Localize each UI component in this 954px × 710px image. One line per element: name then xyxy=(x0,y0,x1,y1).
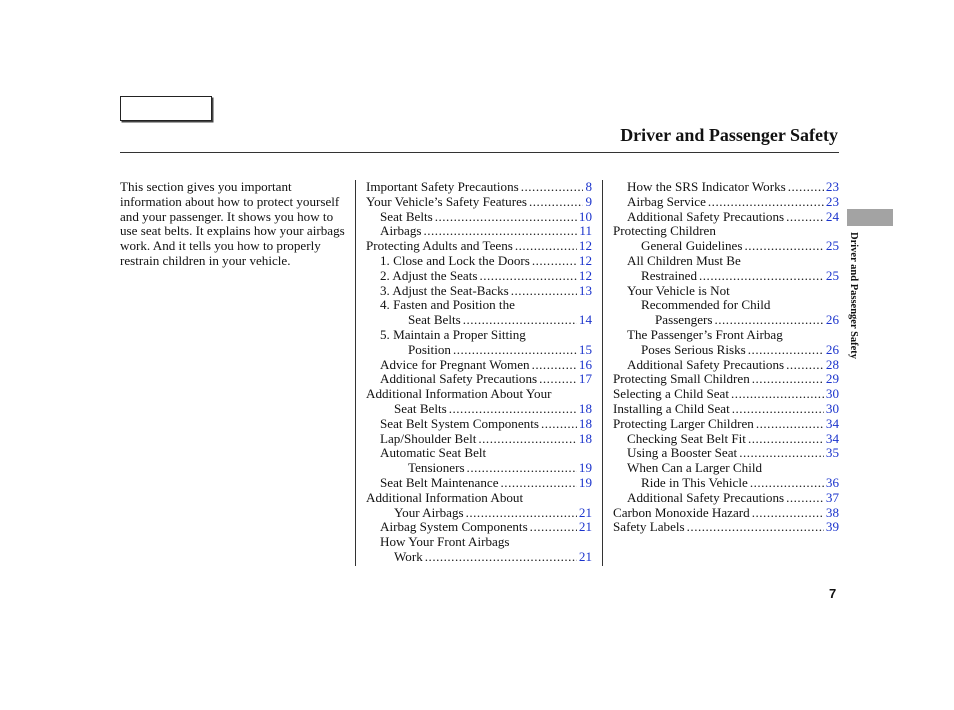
dot-leader xyxy=(453,343,577,358)
dot-leader xyxy=(732,402,824,417)
toc-entry-title: Protecting Larger Children xyxy=(613,415,754,431)
dot-leader xyxy=(541,417,577,432)
dot-leader xyxy=(539,372,577,387)
toc-entry xyxy=(366,328,592,343)
dot-leader xyxy=(739,446,824,461)
dot-leader xyxy=(529,195,583,210)
toc-entry xyxy=(366,446,592,461)
toc-page-link[interactable]: 16 xyxy=(578,356,592,372)
toc-entry[interactable] xyxy=(366,432,592,447)
dot-leader xyxy=(501,476,577,491)
toc-entry-title: Seat Belt Maintenance xyxy=(380,474,499,490)
toc-entry[interactable] xyxy=(613,491,839,506)
toc-entry[interactable] xyxy=(613,520,839,535)
toc-entry-title: Important Safety Precautions xyxy=(366,179,519,194)
toc-entry-title: 3. Adjust the Seat-Backs xyxy=(380,282,509,298)
toc-page-link[interactable]: 15 xyxy=(578,341,592,357)
toc-entry[interactable] xyxy=(613,372,839,387)
toc-entry[interactable] xyxy=(366,180,592,195)
toc-page-link[interactable]: 18 xyxy=(578,415,592,431)
toc-entry-title: Additional Information About xyxy=(366,489,524,505)
toc-entry-title: 5. Maintain a Proper Sitting xyxy=(380,326,526,342)
dot-leader xyxy=(756,417,824,432)
toc-entry[interactable] xyxy=(366,224,592,239)
dot-leader xyxy=(750,476,824,491)
toc-page-link[interactable]: 21 xyxy=(578,519,592,535)
toc-entry-title: Work xyxy=(394,548,423,564)
toc-entry[interactable] xyxy=(613,417,839,432)
toc-entry xyxy=(613,224,839,239)
toc-entry-title: Seat Belt System Components xyxy=(380,415,539,431)
dot-leader xyxy=(479,269,576,284)
dot-leader xyxy=(532,254,577,269)
dot-leader xyxy=(521,180,584,195)
toc-entry-title: Passengers xyxy=(655,312,713,328)
toc-entry xyxy=(366,298,592,313)
toc-entry-title: 4. Fasten and Position the xyxy=(380,297,515,313)
toc-entry[interactable] xyxy=(613,180,839,195)
dot-leader xyxy=(752,506,824,521)
side-section-label: Driver and Passenger Safety xyxy=(848,232,859,360)
toc-entry[interactable] xyxy=(366,284,592,299)
toc-entry-title: Your Airbags xyxy=(394,504,464,520)
dot-leader xyxy=(515,239,577,254)
toc-entry-title: Protecting Small Children xyxy=(613,371,750,387)
toc-page-link[interactable]: 14 xyxy=(578,312,592,328)
toc-page-link[interactable]: 18 xyxy=(578,430,592,446)
toc-entry-title: Lap/Shoulder Belt xyxy=(380,430,477,446)
toc-entry[interactable] xyxy=(613,269,839,284)
toc-page-link[interactable]: 36 xyxy=(825,474,839,490)
toc-entry-title: Ride in This Vehicle xyxy=(641,474,748,490)
dot-leader xyxy=(687,520,824,535)
toc-entry[interactable] xyxy=(366,195,592,210)
toc-entry-title: Using a Booster Seat xyxy=(627,445,738,461)
dot-leader xyxy=(423,224,577,239)
toc-entry[interactable] xyxy=(366,210,592,225)
dot-leader xyxy=(435,210,577,225)
toc-entry-title: General Guidelines xyxy=(641,238,743,254)
toc-entry-title: Protecting Adults and Teens xyxy=(366,238,513,254)
dot-leader xyxy=(530,520,577,535)
toc-entry[interactable] xyxy=(613,239,839,254)
toc-page-link[interactable]: 21 xyxy=(578,504,592,520)
toc-page-link[interactable]: 21 xyxy=(578,548,592,564)
toc-entry-title: Seat Belts xyxy=(394,400,447,416)
toc-entry[interactable] xyxy=(613,402,839,417)
dot-leader xyxy=(532,358,577,373)
dot-leader xyxy=(752,372,824,387)
toc-entry-title: 2. Adjust the Seats xyxy=(380,267,478,283)
toc-column-1 xyxy=(366,180,592,565)
toc-entry-title: Recommended for Child xyxy=(641,297,771,313)
toc-entry[interactable] xyxy=(613,432,839,447)
toc-entry-title: All Children Must Be xyxy=(627,252,741,268)
toc-entry-title: How the SRS Indicator Works xyxy=(627,179,786,194)
dot-leader xyxy=(731,387,824,402)
toc-page-link[interactable]: 12 xyxy=(578,238,592,254)
dot-leader xyxy=(467,461,577,476)
toc-entry-title: Seat Belts xyxy=(408,312,461,328)
toc-page-link[interactable]: 19 xyxy=(578,474,592,490)
toc-entry-title: The Passenger’s Front Airbag xyxy=(627,326,783,342)
nav-box[interactable] xyxy=(120,96,212,121)
dot-leader xyxy=(425,550,577,565)
toc-entry-title: How Your Front Airbags xyxy=(380,534,510,550)
toc-page-link[interactable]: 34 xyxy=(825,430,839,446)
dot-leader xyxy=(748,432,824,447)
toc-entry-title: Additional Information About Your xyxy=(366,386,552,402)
page-title: Driver and Passenger Safety xyxy=(620,125,838,145)
toc-page-link[interactable]: 13 xyxy=(578,282,592,298)
toc-entry[interactable] xyxy=(366,550,592,565)
dot-leader xyxy=(478,432,577,447)
page-number: 7 xyxy=(829,586,837,601)
dot-leader xyxy=(708,195,824,210)
intro-paragraph: This section gives you important information about how to protect yourself and your passenger. It shows you how to use seat belts. It explains how your airbags work. And it tells you how to properly restrain children in your vehicle. xyxy=(120,179,345,268)
toc-page-link[interactable]: 30 xyxy=(825,400,839,416)
toc-page-link[interactable]: 12 xyxy=(578,267,592,283)
toc-entry[interactable] xyxy=(366,476,592,491)
toc-entry[interactable] xyxy=(366,358,592,373)
toc-entry xyxy=(613,254,839,269)
toc-page-link[interactable]: 12 xyxy=(578,252,592,268)
toc-page-link[interactable]: 11 xyxy=(579,223,592,239)
toc-entry-title: Airbag Service xyxy=(627,193,706,209)
toc-entry[interactable] xyxy=(613,195,839,210)
toc-entry-title: Additional Safety Precautions xyxy=(380,371,538,387)
toc-page-link[interactable]: 25 xyxy=(825,238,839,254)
dot-leader xyxy=(744,239,823,254)
toc-page-link[interactable]: 25 xyxy=(825,267,839,283)
toc-entry-title: Your Vehicle’s Safety Features xyxy=(366,193,527,209)
toc-entry[interactable] xyxy=(366,506,592,521)
toc-entry-title: Additional Safety Precautions xyxy=(627,489,785,505)
toc-entry[interactable] xyxy=(613,210,839,225)
dot-leader xyxy=(748,343,824,358)
toc-entry-title: Safety Labels xyxy=(613,519,685,535)
toc-entry[interactable] xyxy=(613,446,839,461)
toc-entry[interactable] xyxy=(613,476,839,491)
toc-entry xyxy=(613,461,839,476)
toc-page-link[interactable]: 37 xyxy=(825,489,839,505)
toc-page-link[interactable]: 24 xyxy=(825,208,839,224)
toc-entry[interactable] xyxy=(366,372,592,387)
title-divider xyxy=(120,152,839,153)
toc-entry[interactable] xyxy=(366,313,592,328)
dot-leader xyxy=(714,313,823,328)
dot-leader xyxy=(466,506,577,521)
toc-entry-title: Carbon Monoxide Hazard xyxy=(613,504,750,520)
toc-entry-title: 1. Close and Lock the Doors xyxy=(380,252,530,268)
toc-page-link[interactable]: 28 xyxy=(825,356,839,372)
dot-leader xyxy=(788,180,824,195)
toc-entry xyxy=(366,491,592,506)
toc-entry-title: Installing a Child Seat xyxy=(613,400,730,416)
toc-entry-title: Restrained xyxy=(641,267,697,283)
toc-entry[interactable] xyxy=(366,402,592,417)
toc-page-link[interactable]: 30 xyxy=(825,386,839,402)
toc-entry[interactable] xyxy=(366,343,592,358)
toc-entry-title: Additional Safety Precautions xyxy=(627,356,785,372)
toc-entry-title: Seat Belts xyxy=(380,208,433,224)
column-divider-left xyxy=(355,180,356,566)
dot-leader xyxy=(449,402,577,417)
toc-page-link[interactable]: 18 xyxy=(578,400,592,416)
toc-entry[interactable] xyxy=(366,417,592,432)
toc-entry-title: Selecting a Child Seat xyxy=(613,386,730,402)
section-tab[interactable] xyxy=(847,209,893,226)
toc-entry-title: When Can a Larger Child xyxy=(627,460,763,476)
toc-page-link[interactable]: 39 xyxy=(825,519,839,535)
toc-entry[interactable] xyxy=(366,254,592,269)
dot-leader xyxy=(786,358,824,373)
toc-entry-title: Advice for Pregnant Women xyxy=(380,356,530,372)
toc-entry-title: Protecting Children xyxy=(613,223,716,239)
toc-entry-title: Airbags xyxy=(380,223,422,239)
toc-entry-title: Additional Safety Precautions xyxy=(627,208,785,224)
toc-page-link[interactable]: 23 xyxy=(825,179,839,194)
toc-entry[interactable] xyxy=(613,506,839,521)
dot-leader xyxy=(511,284,577,299)
toc-page-link[interactable]: 29 xyxy=(825,371,839,387)
toc-entry xyxy=(613,284,839,299)
toc-entry-title: Poses Serious Risks xyxy=(641,341,746,357)
dot-leader xyxy=(786,210,824,225)
toc-entry xyxy=(613,298,839,313)
toc-entry[interactable] xyxy=(366,269,592,284)
toc-page-link[interactable]: 17 xyxy=(578,371,592,387)
toc-page-link[interactable]: 38 xyxy=(825,504,839,520)
dot-leader xyxy=(786,491,824,506)
toc-entry[interactable] xyxy=(366,520,592,535)
toc-page-link[interactable]: 26 xyxy=(825,341,839,357)
toc-page-link[interactable]: 9 xyxy=(585,193,592,209)
toc-entry-title: Airbag System Components xyxy=(380,519,528,535)
toc-entry[interactable] xyxy=(613,387,839,402)
toc-page-link[interactable]: 34 xyxy=(825,415,839,431)
toc-entry[interactable] xyxy=(366,239,592,254)
toc-entry[interactable] xyxy=(613,343,839,358)
toc-entry-title: Your Vehicle is Not xyxy=(627,282,730,298)
toc-page-link[interactable]: 35 xyxy=(825,445,839,461)
toc-entry-title: Position xyxy=(408,341,451,357)
toc-page-link[interactable]: 19 xyxy=(578,460,592,476)
toc-entry[interactable] xyxy=(613,358,839,373)
toc-entry-title: Checking Seat Belt Fit xyxy=(627,430,746,446)
toc-page-link[interactable]: 23 xyxy=(825,193,839,209)
toc-page-link[interactable]: 10 xyxy=(578,208,592,224)
toc-entry xyxy=(366,535,592,550)
toc-column-2 xyxy=(613,180,839,535)
column-divider-right xyxy=(602,180,603,566)
toc-entry xyxy=(613,328,839,343)
toc-entry[interactable] xyxy=(366,461,592,476)
toc-page-link[interactable]: 8 xyxy=(585,179,592,194)
dot-leader xyxy=(699,269,824,284)
toc-page-link[interactable]: 26 xyxy=(825,312,839,328)
toc-entry[interactable] xyxy=(613,313,839,328)
toc-entry-title: Tensioners xyxy=(408,460,465,476)
toc-entry-title: Automatic Seat Belt xyxy=(380,445,487,461)
dot-leader xyxy=(463,313,577,328)
toc-entry xyxy=(366,387,592,402)
